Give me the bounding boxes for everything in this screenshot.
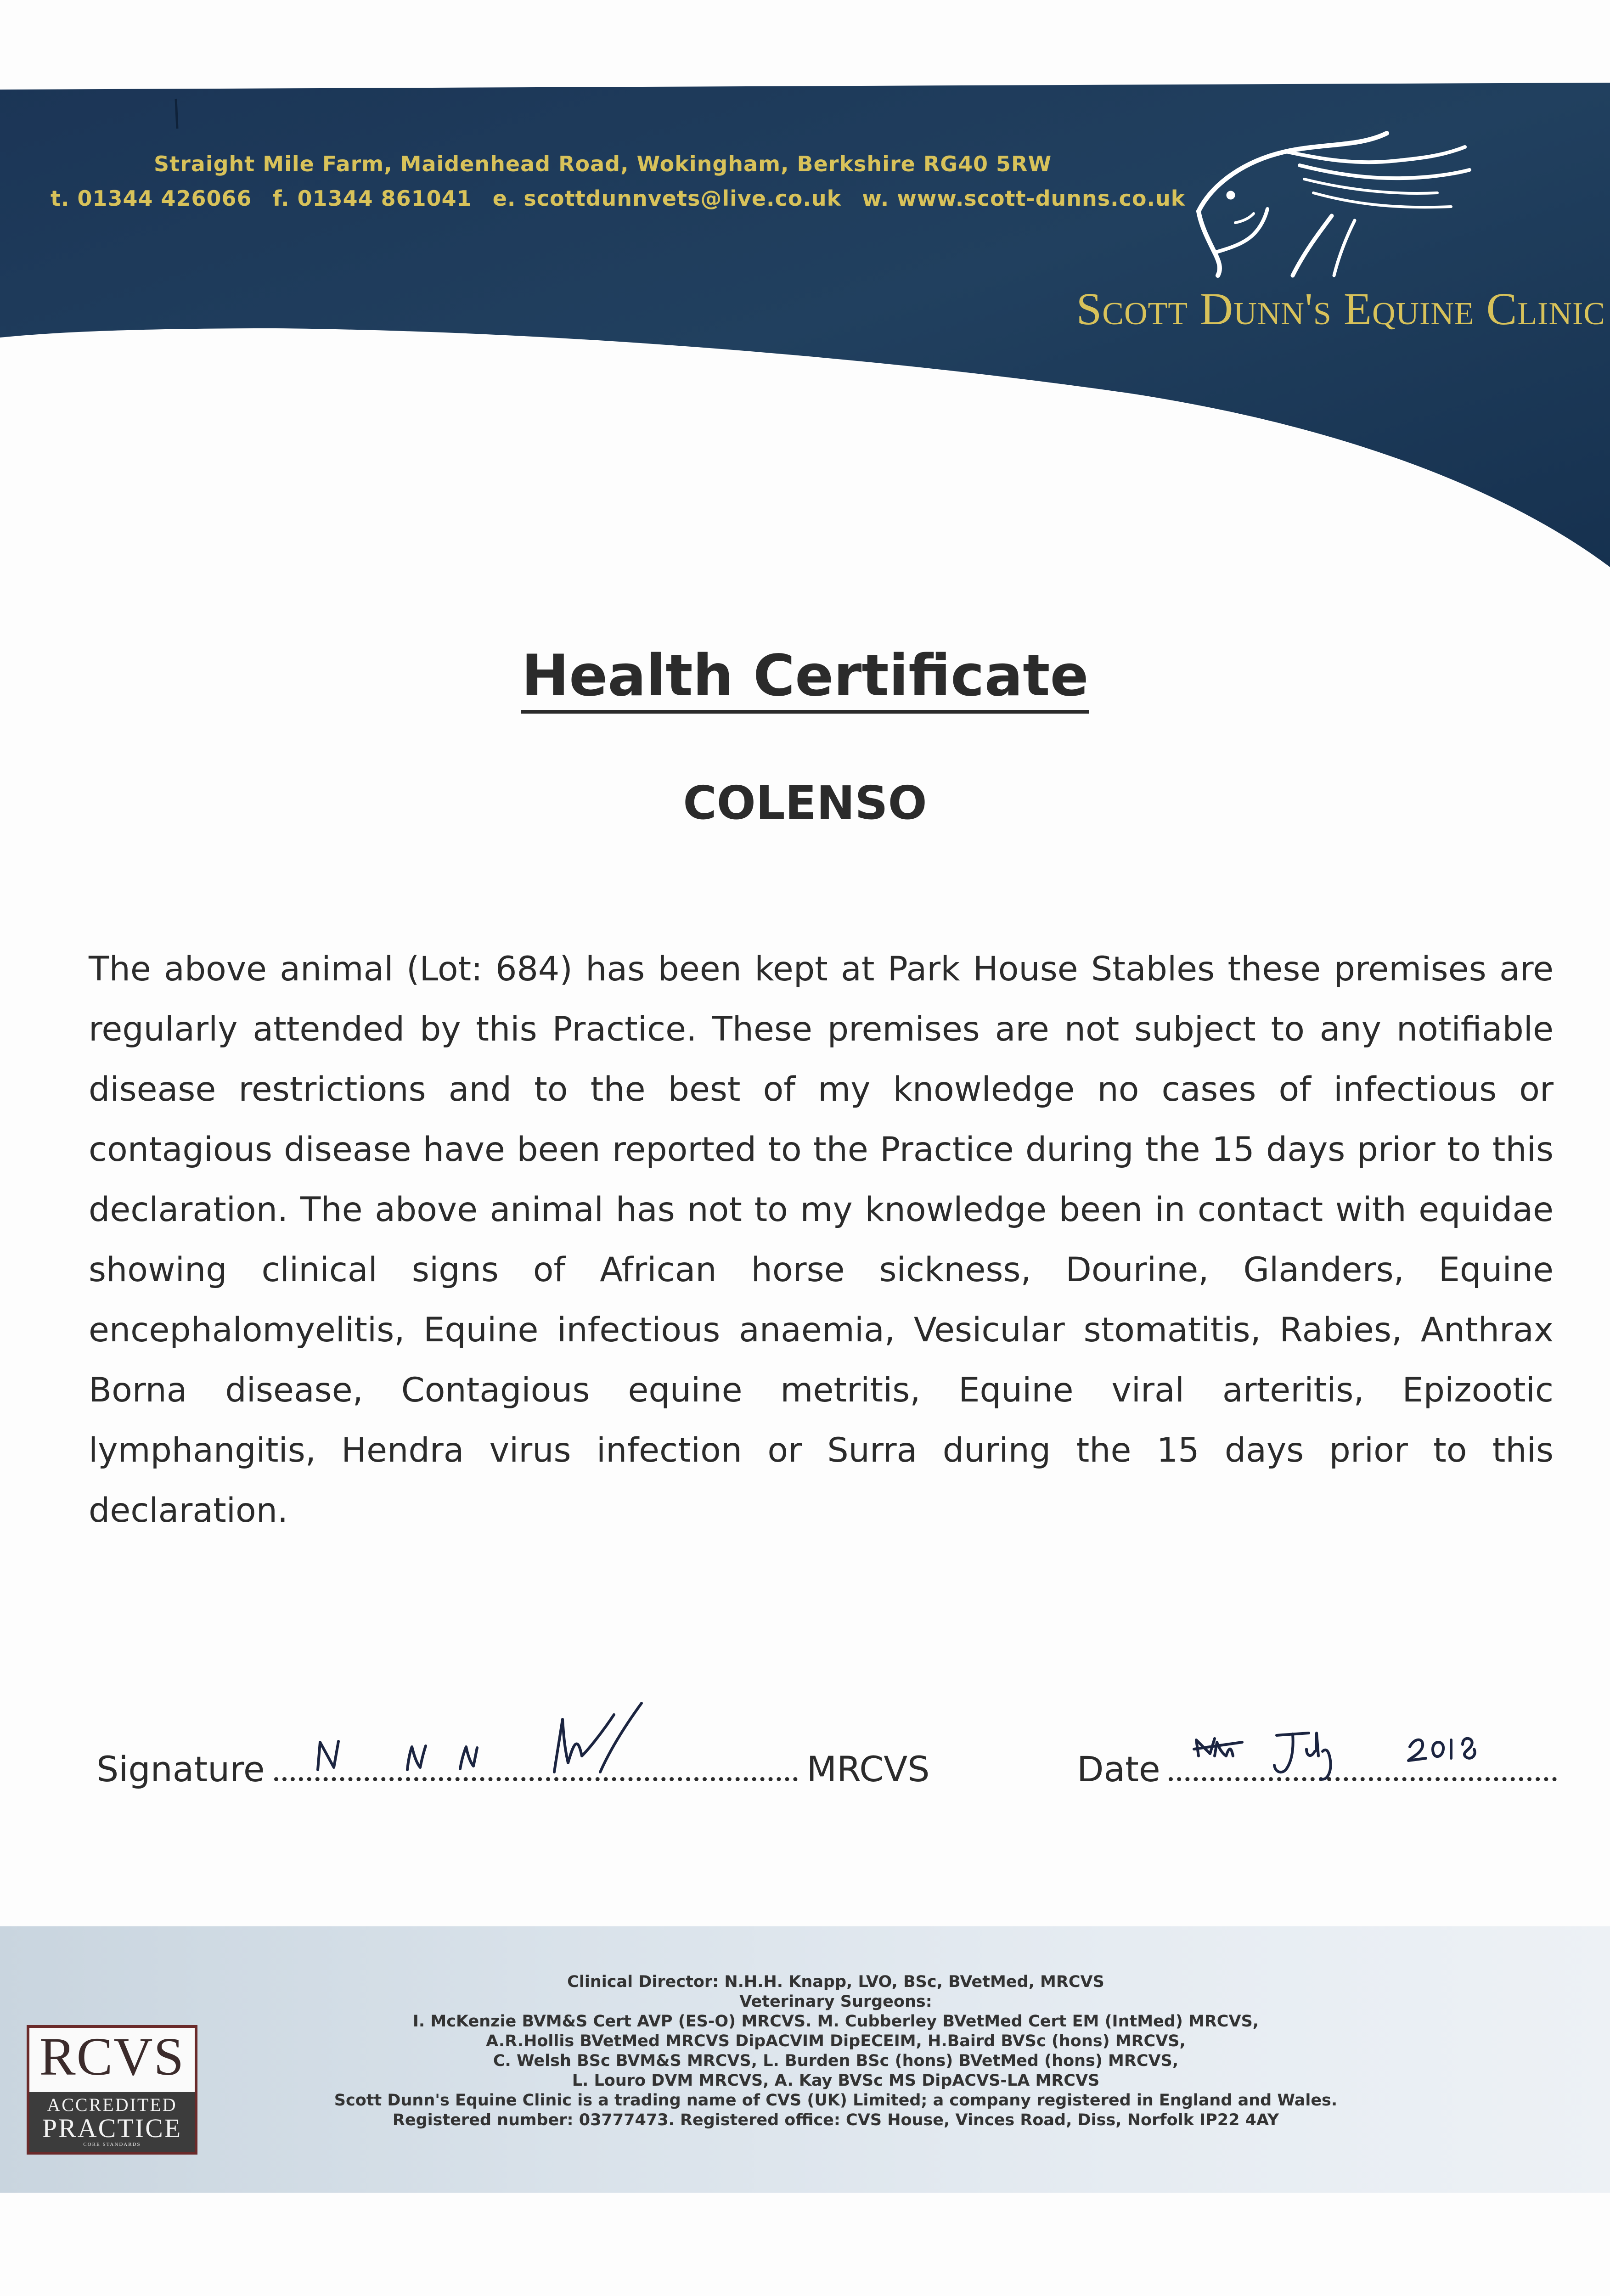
clinical-director: Clinical Director: N.H.H. Knapp, LVO, BSc, BVetMed, MRCVS xyxy=(567,1973,1104,1991)
horse-head-icon xyxy=(1180,115,1474,280)
certificate-title: Health Certificate xyxy=(0,643,1610,709)
signature-label: Signature xyxy=(96,1749,265,1790)
date-line xyxy=(1169,1740,1557,1781)
handwritten-signature xyxy=(274,1687,798,1779)
vets-line: A.R.Hollis BVetMed MRCVS DipACVIM DipECEIM, H.Baird BVSc (hons) MRCVS, xyxy=(486,2032,1186,2050)
website-link[interactable]: w. www.scott-dunns.co.uk xyxy=(862,186,1186,211)
certificate-statement: The above animal (Lot: 684) has been kept at Park House Stables these premises are regularly attended by this Practice. These premises are not subject to any notifiable disease restrictions and to the best of my knowledge no cases of infectious or contagious disease have been reported to the Practice during the 15 days prior to this declaration. The above animal has not to my knowledge been in contact with equidae showing clinical signs of African horse sickness, Dourine, Glanders, Equine encephalomyelitis, Equine infectious anaemia, Vesicular stomatitis, Rabies, Anthrax Borna disease, Contagious equine metritis, Equine viral arteritis, Epizootic lymphangitis, Hendra virus infection or Surra during the 15 days prior to this declaration. xyxy=(89,950,1554,1530)
signature-line xyxy=(274,1740,798,1781)
mrcvs-suffix: MRCVS xyxy=(806,1749,930,1790)
legal-line: Scott Dunn's Equine Clinic is a trading name of CVS (UK) Limited; a company registered in England and Wales. xyxy=(334,2091,1338,2110)
fax-number: f. 01344 861041 xyxy=(272,186,472,211)
vets-line: C. Welsh BSc BVM&S MRCVS, L. Burden BSc (hons) BVetMed (hons) MRCVS, xyxy=(493,2052,1179,2070)
date-field xyxy=(1077,1740,1557,1791)
clinic-name: Scott Dunn's Equine Clinic xyxy=(1076,283,1605,334)
date-label: Date xyxy=(1077,1749,1160,1790)
phone-number: t. 01344 426066 xyxy=(51,186,252,211)
vets-heading: Veterinary Surgeons: xyxy=(739,1992,932,2011)
letterhead xyxy=(0,0,1610,597)
vets-line: L. Louro DVM MRCVS, A. Kay BVSc MS DipACVS-LA MRCVS xyxy=(572,2071,1100,2090)
practice-staff-details xyxy=(216,1972,1456,2130)
email-address[interactable]: e. scottdunnvets@live.co.uk xyxy=(492,186,842,211)
footer-band xyxy=(0,1926,1610,2193)
legal-line: Registered number: 03777473. Registered office: CVS House, Vinces Road, Diss, Norfolk IP22 4AY xyxy=(392,2111,1279,2129)
rcvs-accredited-badge: RCVS ACCREDITED PRACTICE CORE STANDARDS xyxy=(27,2025,197,2155)
handwritten-date xyxy=(1169,1687,1557,1779)
contact-details xyxy=(51,186,1198,211)
animal-name: COLENSO xyxy=(683,776,927,830)
vets-line: I. McKenzie BVM&S Cert AVP (ES-O) MRCVS. M. Cubberley BVetMed Cert EM (IntMed) MRCVS, xyxy=(412,2012,1259,2031)
signature-field xyxy=(96,1740,930,1791)
clinic-address: Straight Mile Farm, Maidenhead Road, Wokingham, Berkshire RG40 5RW xyxy=(154,152,1052,176)
